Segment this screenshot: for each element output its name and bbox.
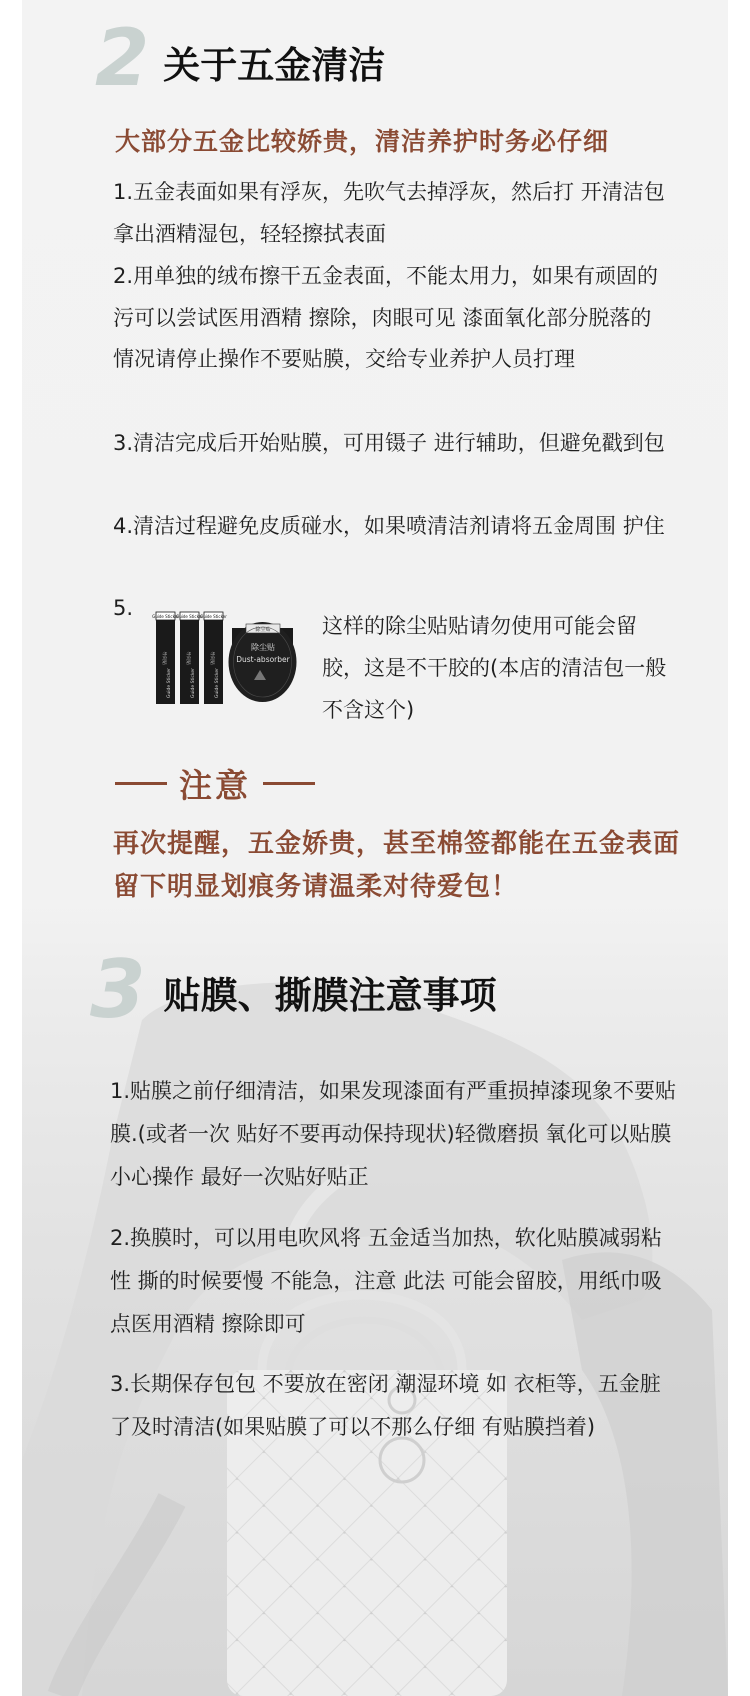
notice-heading [115, 760, 315, 807]
dust-sticker-image [150, 598, 300, 716]
notice-right-divider [263, 782, 315, 785]
notice-label: 注意 [179, 766, 251, 805]
svg-text:Guide Sticker: Guide Sticker [152, 614, 179, 619]
svg-text:Guide Sticker: Guide Sticker [176, 614, 203, 619]
section2-item-1: 1.五金表面如果有浮灰，先吹气去掉浮灰，然后打 开清洁包拿出酒精湿包，轻轻擦拭表面 [113, 180, 665, 246]
section2-number: 2 [95, 14, 150, 104]
section2-heading [95, 14, 386, 104]
svg-text:Guide Sticker: Guide Sticker [215, 667, 220, 699]
svg-text:除尘贴: 除尘贴 [255, 627, 271, 633]
section2-title: 关于五金清洁 [163, 43, 386, 87]
section2-item-2: 2.用单独的绒布擦干五金表面，不能太用力，如果有顽固的污可以尝试医用酒精 擦除，肉眼可见 漆面氧化部分脱落的情况请停止操作不要贴膜，交给专业养护人员打理 [113, 264, 659, 371]
svg-text:Guide Sticker: Guide Sticker [200, 614, 227, 619]
section3-number: 3 [90, 943, 146, 1036]
section2-item-5-text: 这样的除尘贴贴请勿使用可能会留胶，这是不干胶的(本店的清洁包一般不含这个) [322, 614, 667, 722]
section3-heading [90, 943, 497, 1036]
content-panel [22, 0, 728, 1696]
section3-item-3: 3.长期保存包包 不要放在密闭 潮湿环境 如 衣柜等，五金脏了及时清洁(如果贴膜了可以不那么仔细 有贴膜挡着) [110, 1372, 661, 1439]
section2-item-4: 4.清洁过程避免皮质碰水，如果喷清洁剂请将五金周围 护住 [113, 514, 665, 538]
notice-left-divider [115, 782, 167, 785]
section2-item-3: 3.清洁完成后开始贴膜，可用镊子 进行辅助，但避免戳到包 [113, 431, 665, 455]
guide-sticker-strips [152, 612, 227, 704]
svg-text:导向贴: 导向贴 [185, 651, 190, 665]
svg-text:Dust-absorber: Dust-absorber [236, 655, 290, 664]
section3-item-1: 1.贴膜之前仔细清洁，如果发现漆面有严重损掉漆现象不要贴膜.(或者一次 贴好不要再动保持现状)轻微磨损 氧化可以贴膜 小心操作 最好一次贴好贴正 [110, 1079, 677, 1189]
svg-text:除尘贴: 除尘贴 [251, 643, 275, 652]
svg-text:导向贴: 导向贴 [209, 651, 214, 665]
notice-text: 再次提醒，五金娇贵，甚至棉签都能在五金表面留下明显划痕务请温柔对待爱包！ [113, 829, 681, 902]
round-dust-absorber [229, 622, 297, 702]
section2-subtitle: 大部分五金比较娇贵，清洁养护时务必仔细 [115, 127, 610, 156]
svg-text:Guide Sticker: Guide Sticker [167, 667, 172, 699]
svg-text:导向贴: 导向贴 [161, 651, 166, 665]
section3-title: 贴膜、撕膜注意事项 [163, 973, 497, 1017]
section3-item-2: 2.换膜时，可以用电吹风将 五金适当加热，软化贴膜减弱粘性 撕的时候要慢 不能急，注意 此法 可能会留胶，用纸巾吸点医用酒精 擦除即可 [110, 1226, 662, 1336]
svg-text:Guide Sticker: Guide Sticker [191, 667, 196, 699]
section2-item-5-number: 5. [113, 596, 134, 620]
